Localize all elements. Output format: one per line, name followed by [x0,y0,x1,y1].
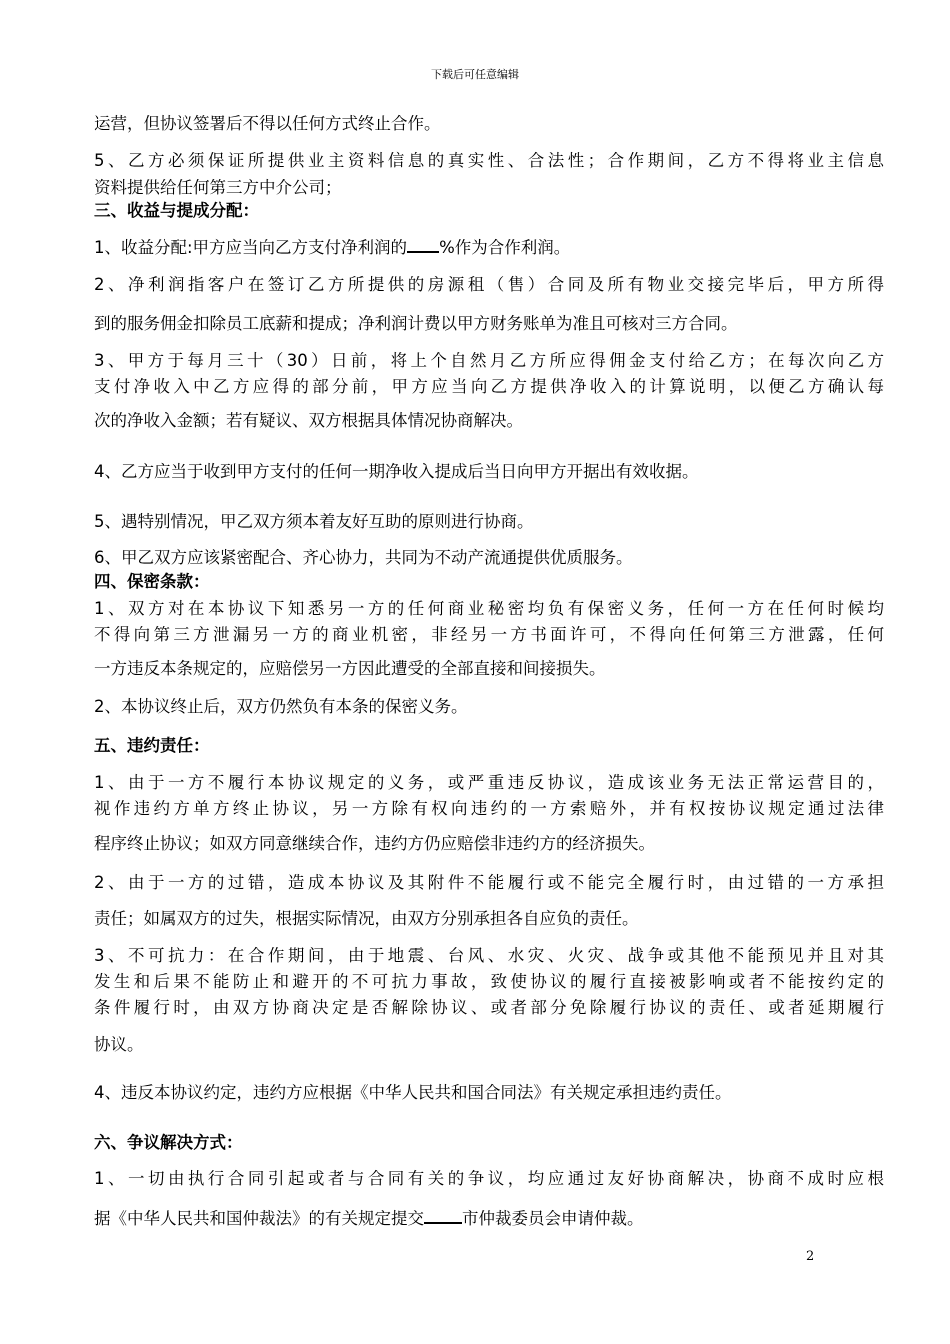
paragraph-line: 支付净收入中乙方应得的部分前，甲方应当向乙方提供净收入的计算说明，以便乙方确认每 [94,377,884,396]
paragraph-line: 4、乙方应当于收到甲方支付的任何一期净收入提成后当日向甲方开据出有效收据。 [94,462,699,481]
text-segment: 据《中华人民共和国仲裁法》的有关规定提交 [94,1209,424,1228]
text-segment: 1、收益分配:甲方应当向乙方支付净利润的 [94,238,408,257]
paragraph-line: 2、由于一方的过错，造成本协议及其附件不能履行或不能完全履行时，由过错的一方承担 [94,873,884,892]
paragraph-line: 到的服务佣金扣除员工底薪和提成；净利润计费以甲方财务账单为准且可核对三方合同。 [94,314,738,333]
page-header: 下载后可任意编辑 [431,68,519,81]
paragraph-line: 3、不可抗力：在合作期间，由于地震、台风、水灾、火灾、战争或其他不能预见并且对其 [94,946,884,965]
section-heading-4: 四、保密条款： [94,572,210,591]
paragraph-line [94,1208,884,1230]
paragraph-line: 发生和后果不能防止和避开的不可抗力事故，致使协议的履行直接被影响或者不能按约定的 [94,972,884,991]
fill-in-blank [424,1208,462,1224]
paragraph-line: 1、双方对在本协议下知悉另一方的任何商业秘密均负有保密义务，任何一方在任何时候均 [94,599,884,618]
paragraph-line: 1、一切由执行合同引起或者与合同有关的争议，均应通过友好协商解决，协商不成时应根 [94,1169,884,1188]
text-segment: %作为合作利润。 [439,238,571,257]
paragraph-line: 一方违反本条规定的，应赔偿另一方因此遭受的全部直接和间接损失。 [94,659,606,678]
page-number: 2 [806,1249,815,1264]
section-heading-5: 五、违约责任： [94,736,210,755]
paragraph-line: 3、甲方于每月三十（30）日前，将上个自然月乙方所应得佣金支付给乙方；在每次向乙方 [94,351,884,370]
paragraph-line: 1、由于一方不履行本协议规定的义务，或严重违反协议，造成该业务无法正常运营目的， [94,773,884,792]
fill-in-blank [407,237,439,253]
paragraph-line: 程序终止协议；如双方同意继续合作，违约方仍应赔偿非违约方的经济损失。 [94,834,655,853]
paragraph-line: 5、遇特别情况，甲乙双方须本着友好互助的原则进行协商。 [94,512,534,531]
paragraph-line: 次的净收入金额；若有疑议、双方根据具体情况协商解决。 [94,411,523,430]
paragraph-line: 5、乙方必须保证所提供业主资料信息的真实性、合法性；合作期间，乙方不得将业主信息 [94,151,884,170]
paragraph-line: 资料提供给任何第三方中介公司； [94,178,342,197]
section-heading-6: 六、争议解决方式： [94,1133,243,1152]
paragraph-line: 2、本协议终止后，双方仍然负有本条的保密义务。 [94,697,468,716]
paragraph-line [94,237,884,259]
paragraph-line: 运营，但协议签署后不得以任何方式终止合作。 [94,114,441,133]
paragraph-line: 2、净利润指客户在签订乙方所提供的房源租（售）合同及所有物业交接完毕后，甲方所得 [94,275,884,294]
paragraph-line: 协议。 [94,1035,144,1054]
text-segment: 市仲裁委员会申请仲裁。 [462,1209,644,1228]
paragraph-line: 条件履行时，由双方协商决定是否解除协议、或者部分免除履行协议的责任、或者延期履行 [94,998,884,1017]
section-heading-3: 三、收益与提成分配： [94,201,259,220]
paragraph-line: 责任；如属双方的过失，根据实际情况，由双方分别承担各自应负的责任。 [94,909,639,928]
paragraph-line: 6、甲乙双方应该紧密配合、齐心协力，共同为不动产流通提供优质服务。 [94,548,633,567]
paragraph-line: 不得向第三方泄漏另一方的商业机密，非经另一方书面许可，不得向任何第三方泄露，任何 [94,625,884,644]
paragraph-line: 视作违约方单方终止协议，另一方除有权向违约的一方索赔外，并有权按协议规定通过法律 [94,799,884,818]
paragraph-line: 4、违反本协议约定，违约方应根据《中华人民共和国合同法》有关规定承担违约责任。 [94,1083,732,1102]
